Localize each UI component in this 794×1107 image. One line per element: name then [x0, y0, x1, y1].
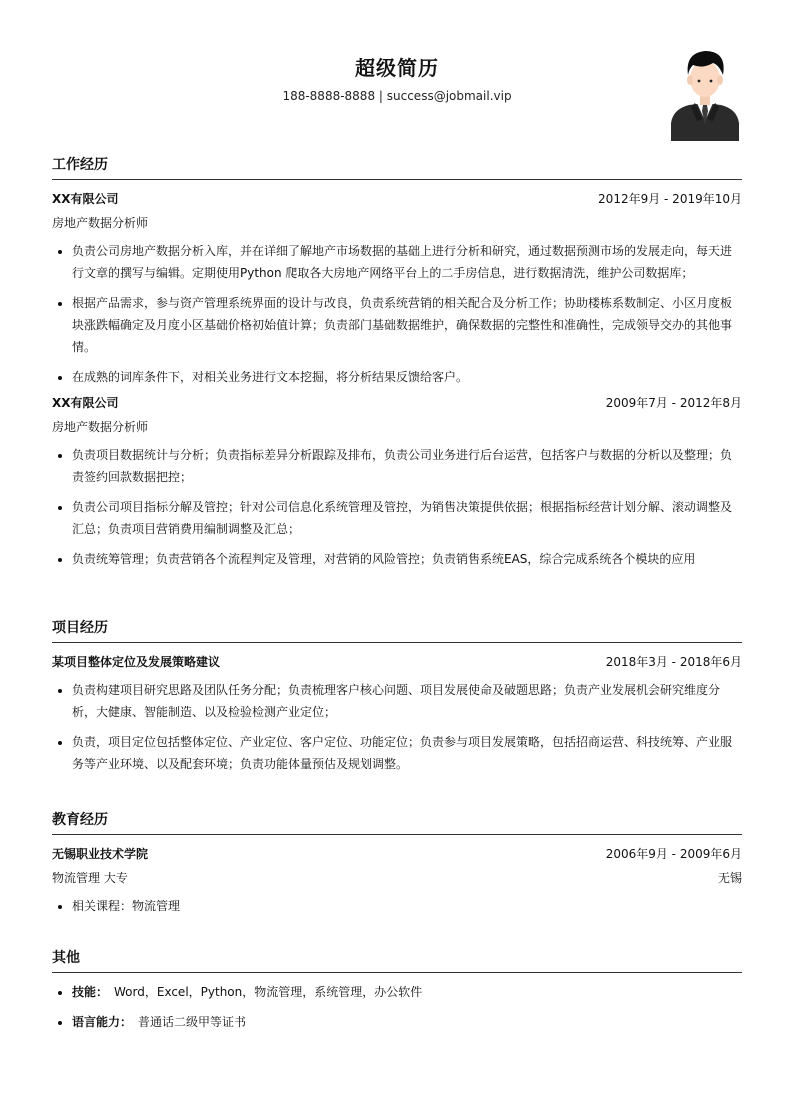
list-item-language: [72, 1011, 742, 1033]
list-item: • 在成熟的词库条件下，对相关业务进行文本挖掘，将分析结果反馈给客户。: [72, 366, 742, 388]
list-item: • 相关课程：物流管理: [72, 895, 742, 917]
date-range: 2009年7月 - 2012年8月: [605, 396, 742, 410]
work-entry-1-bullets: [52, 240, 742, 388]
section-other: [52, 946, 742, 1041]
list-item: • 根据产品需求，参与资产管理系统界面的设计与改良，负责系统营销的相关配合及分析工作；协助楼栋系数制定、小区月度板块涨跌幅确定及月度小区基础价格初始值计算；负责部门基础数据维护，确保数据的完整性和准确性，完成领导交办的其他事情。: [72, 292, 742, 358]
education-entry-head: [52, 845, 742, 865]
avatar-icon: [669, 45, 741, 141]
work-entry-1-sub: [52, 214, 742, 234]
work-entry-1-head: [52, 190, 742, 210]
education-entry-sub: [52, 869, 742, 889]
project-entry-1-bullets: [52, 679, 742, 775]
list-item: • 负责项目数据统计与分析；负责指标差异分析跟踪及排布，负责公司业务进行后台运营，包括客户与数据的分析以及整理；负责签约回款数据把控；: [72, 444, 742, 488]
job-role: 房地产数据分析师: [52, 216, 149, 230]
list-item: • 负责统筹管理；负责营销各个流程判定及管理，对营销的风险管控；负责销售系统EAS，综合完成系统各个模块的应用: [72, 548, 742, 570]
work-entry-2-sub: [52, 418, 742, 438]
date-range: 2006年9月 - 2009年6月: [605, 847, 742, 861]
avatar: [669, 45, 741, 141]
section-title-other: 其他: [52, 946, 742, 973]
work-entry-2-bullets: [52, 444, 742, 570]
company-name: XX有限公司: [52, 396, 119, 410]
list-item-skills: [72, 981, 742, 1003]
date-range: 2018年3月 - 2018年6月: [605, 655, 742, 669]
company-name: XX有限公司: [52, 192, 119, 206]
date-range: 2012年9月 - 2019年10月: [598, 192, 742, 206]
section-work: [52, 153, 742, 578]
project-entry-1-head: [52, 653, 742, 673]
resume-header: [52, 40, 742, 150]
school-name: 无锡职业技术学院: [52, 847, 149, 861]
list-item: • 负责公司项目指标分解及管控；针对公司信息化系统管理及管控，为销售决策提供依据；根据指标经营计划分解、滚动调整及汇总；负责项目营销费用编制调整及汇总；: [72, 496, 742, 540]
list-item: • 负责构建项目研究思路及团队任务分配；负责梳理客户核心问题、项目发展使命及破题思路；负责产业发展机会研究维度分析，大健康、智能制造、以及检验检测产业定位；: [72, 679, 742, 723]
education-bullets: [52, 895, 742, 917]
skills-label: 技能：: [72, 985, 109, 999]
contact-info: 188-8888-8888 | success@jobmail.vip: [282, 89, 512, 103]
language-value: 普通话二级甲等证书: [138, 1015, 247, 1029]
list-item: • 负责公司房地产数据分析入库，并在详细了解地产市场数据的基础上进行分析和研究，通过数据预测市场的发展走向，每天进行文章的撰写与编辑。定期使用Python 爬取各大房地产网络平台上的二手房信息，进行数据清洗，维护公司数据库；: [72, 240, 742, 284]
work-entry-2-head: [52, 394, 742, 414]
section-education: [52, 808, 742, 925]
project-name: 某项目整体定位及发展策略建议: [52, 655, 221, 669]
section-title-work: 工作经历: [52, 153, 742, 180]
language-label: 语言能力：: [72, 1015, 133, 1029]
section-projects: [52, 616, 742, 783]
job-role: 房地产数据分析师: [52, 420, 149, 434]
section-title-education: 教育经历: [52, 808, 742, 835]
major-degree: 物流管理 大专: [52, 871, 128, 885]
list-item: • 负责，项目定位包括整体定位、产业定位、客户定位、功能定位；负责参与项目发展策略，包括招商运营、科技统筹、产业服务等产业环境、以及配套环境；负责功能体量预估及规划调整。: [72, 731, 742, 775]
section-title-projects: 项目经历: [52, 616, 742, 643]
skills-value: Word，Excel，Python，物流管理，系统管理，办公软件: [114, 985, 423, 999]
candidate-name: 超级简历: [355, 56, 439, 80]
school-location: 无锡: [717, 871, 742, 885]
other-bullets: [52, 981, 742, 1033]
